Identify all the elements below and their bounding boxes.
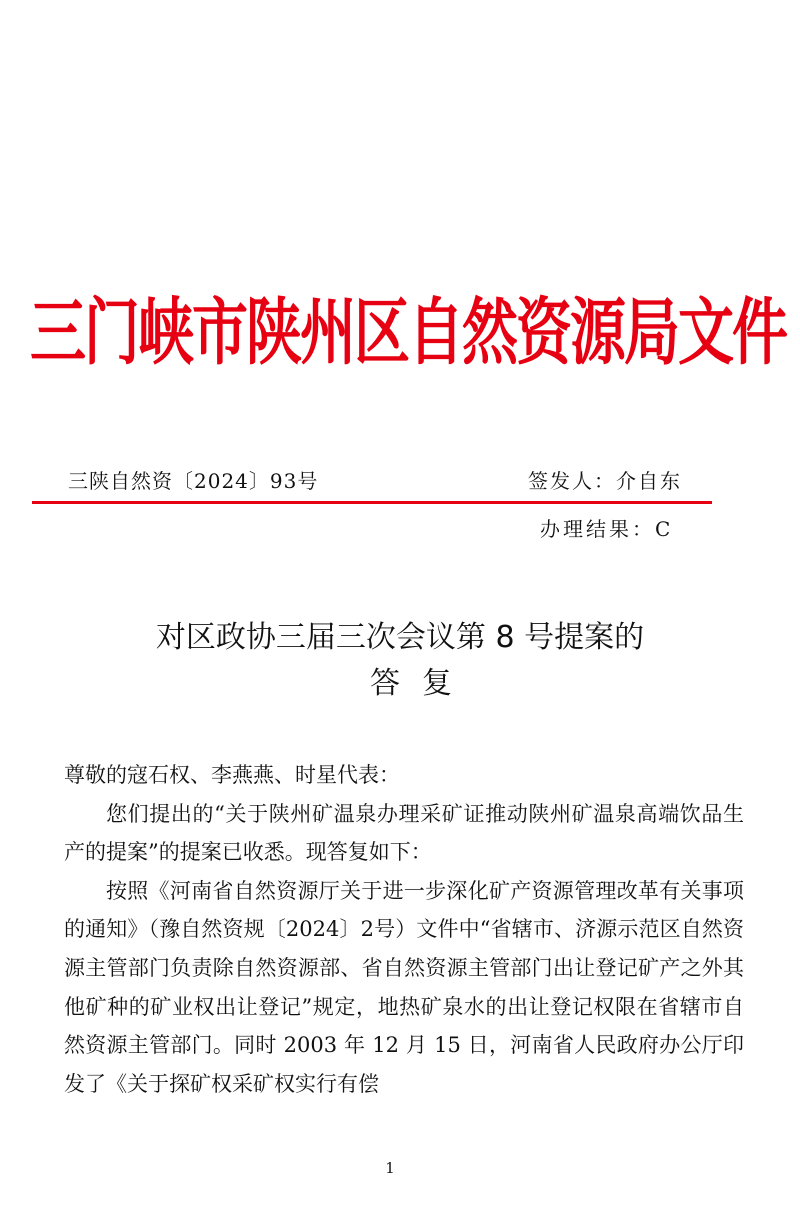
red-divider-rule — [32, 501, 712, 504]
page-number: 1 — [385, 1159, 395, 1177]
body-paragraph: 按照《河南省自然资源厅关于进一步深化矿产资源管理改革有关事项的通知》（豫自然资规〔2024〕2号）文件中“省辖市、济源示范区自然资源主管部门负责除自然资源部、省自然资源主管部门出让登记矿产之外其他矿种的矿业权出让登记”规定，地热矿泉水的出让登记权限在省辖市自然资源主管部门。同时 2003 年 12 月 15 日，河南省人民政府办公厅印发了《关于探矿权采矿权实行有偿 — [64, 878, 744, 1096]
document-number: 三陕自然资〔2024〕93号 — [68, 469, 319, 493]
issuer-masthead: 三门峡市陕州区自然资源局文件 — [30, 291, 786, 376]
handling-result: 办理结果：C — [540, 517, 674, 541]
document-title-line-2: 答复 — [370, 666, 474, 701]
body-paragraph: 您们提出的“关于陕州矿温泉办理采矿证推动陕州矿温泉高端饮品生产的提案”的提案已收悉。现答复如下： — [64, 801, 744, 865]
document-body — [64, 756, 744, 1103]
document-title-line-1: 对区政协三届三次会议第 8 号提案的 — [155, 620, 645, 655]
signer: 签发人：介自东 — [528, 469, 682, 493]
salutation: 尊敬的寇石权、李燕燕、时星代表： — [64, 763, 400, 787]
